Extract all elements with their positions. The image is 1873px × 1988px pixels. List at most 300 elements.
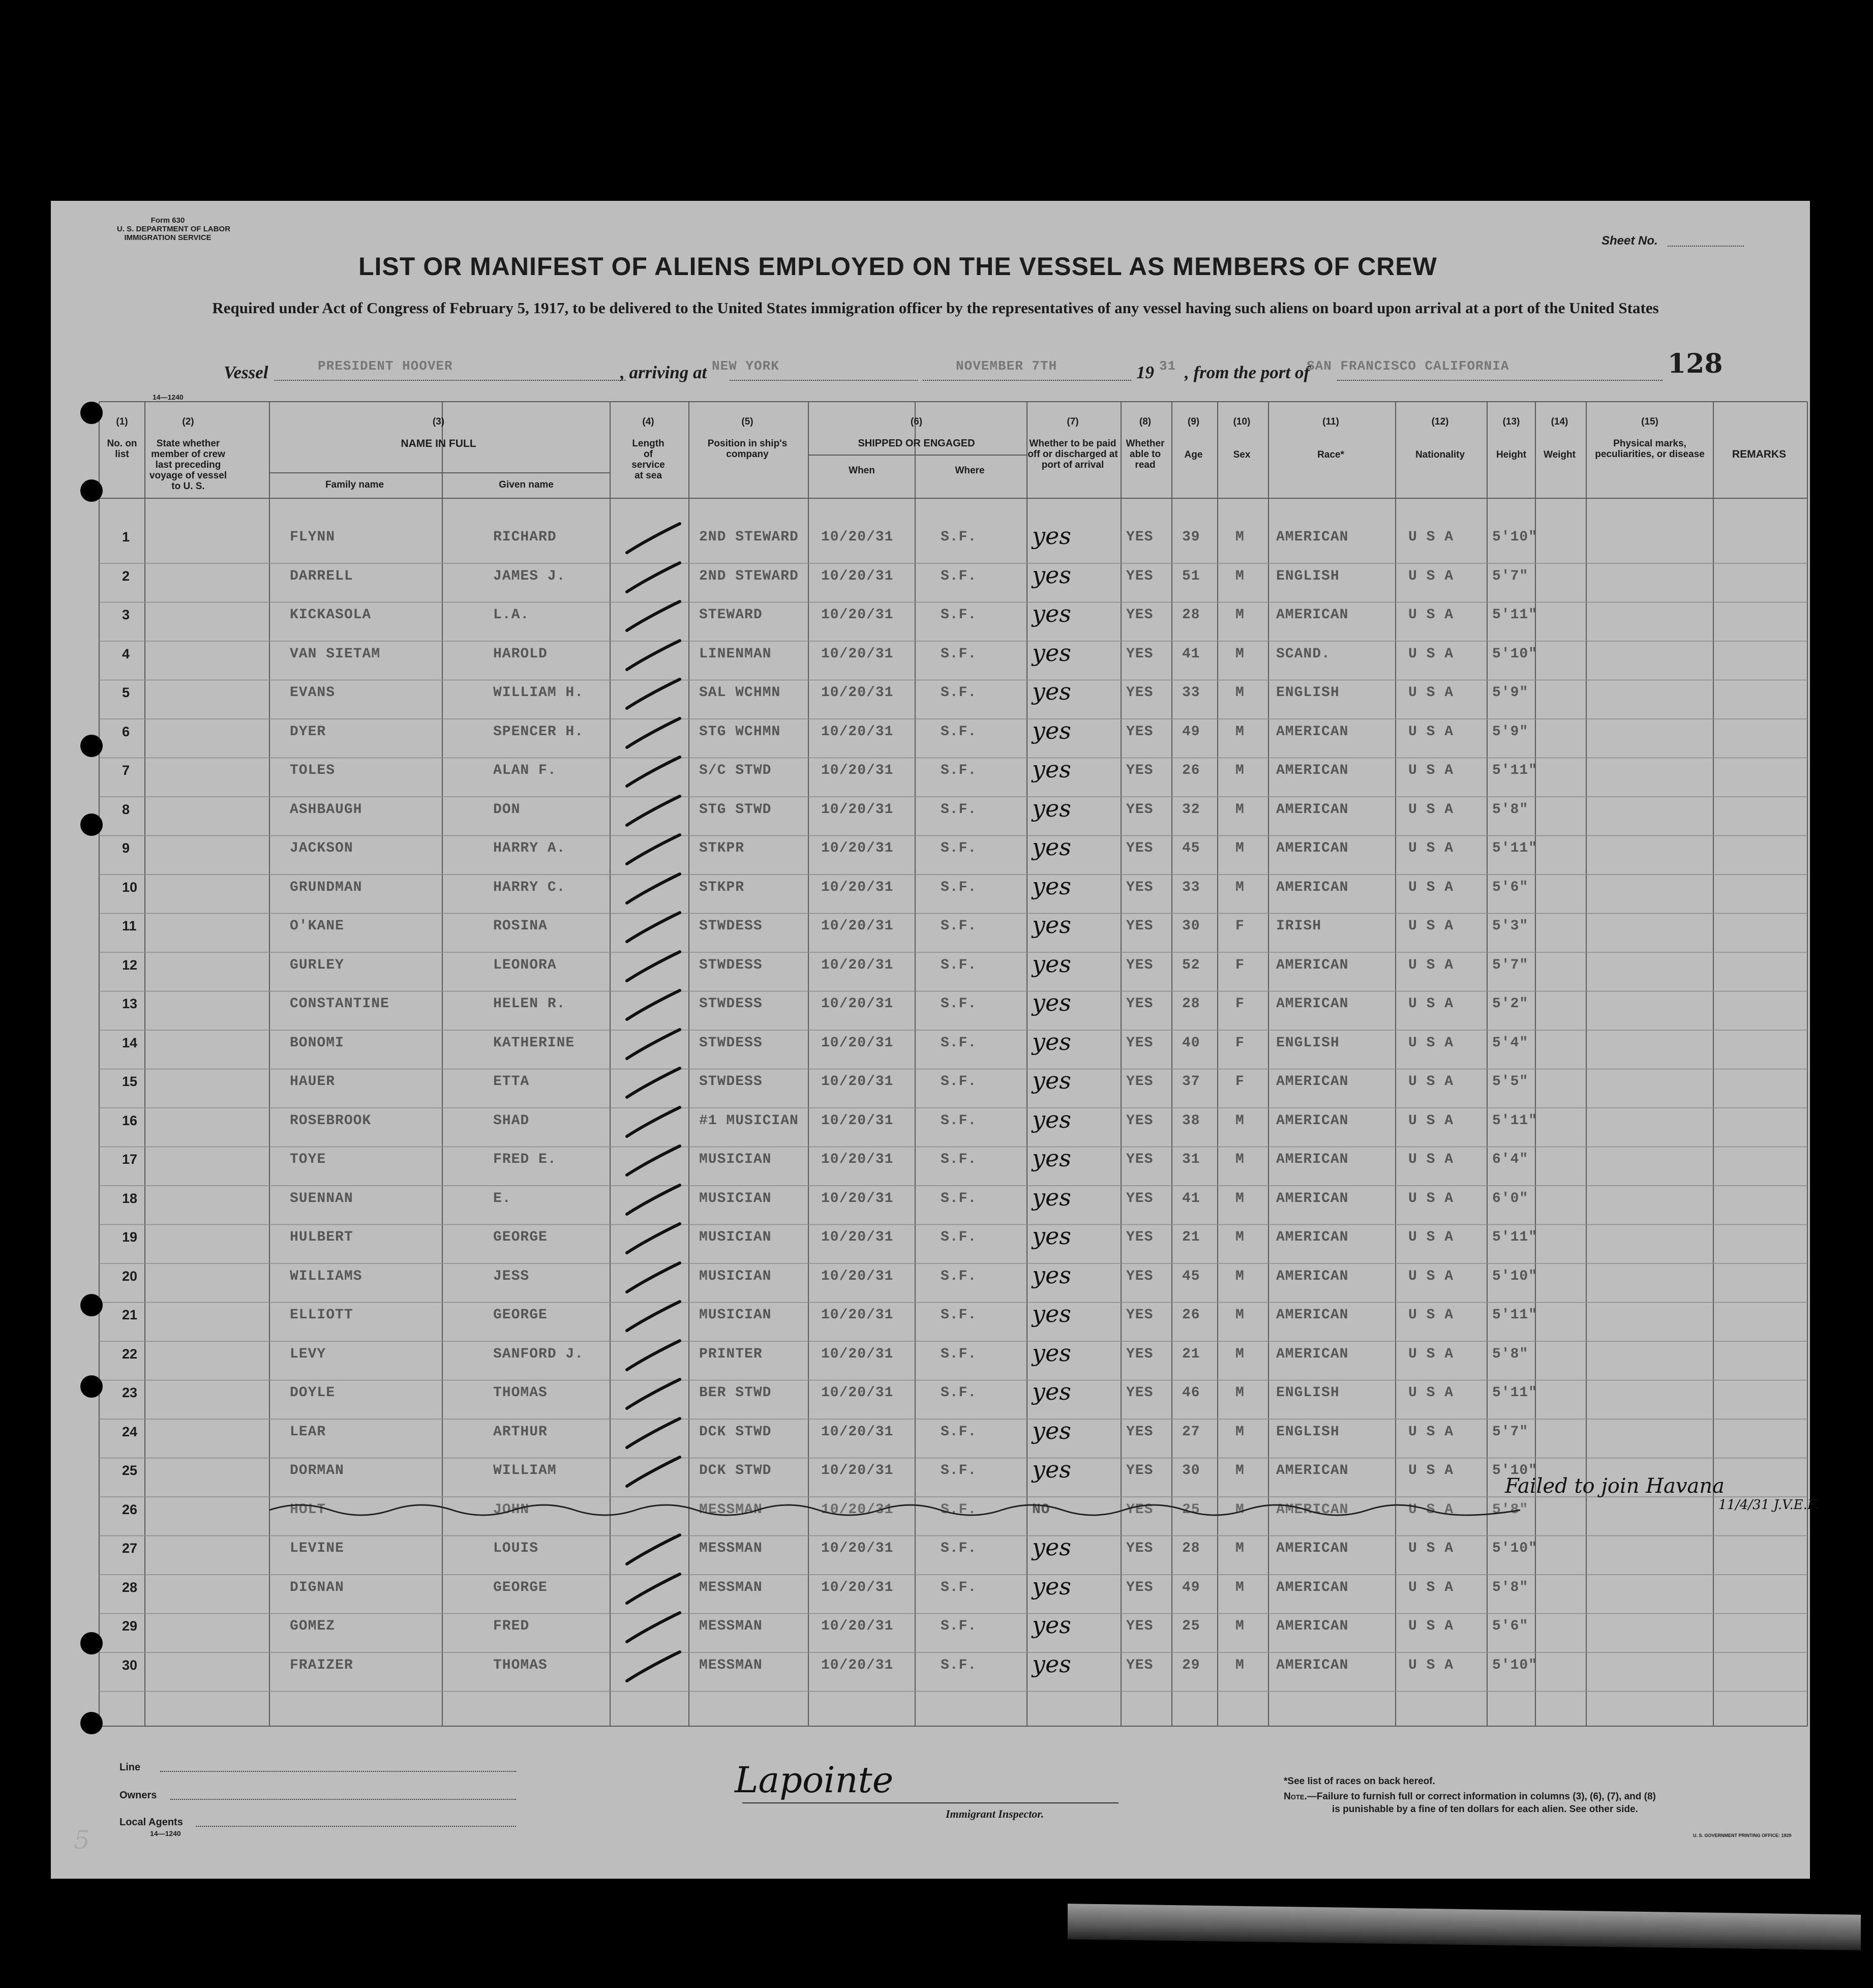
arrival-port-line	[730, 380, 918, 381]
service-tick-mark	[623, 910, 684, 946]
paid-off: yes	[1032, 872, 1071, 900]
row-number: 8	[122, 801, 130, 817]
sheet-number-line	[1668, 246, 1744, 247]
owners-label: Owners	[119, 1790, 157, 1801]
when-header: When	[849, 465, 875, 476]
col5-num: (5)	[741, 416, 753, 427]
position: MUSICIAN	[699, 1307, 772, 1323]
vessel-name-line	[275, 380, 625, 381]
punch-hole	[80, 1632, 103, 1654]
row-number: 23	[122, 1385, 138, 1400]
race: AMERICAN	[1276, 1112, 1349, 1129]
col10-label: Sex	[1233, 449, 1251, 460]
height: 5'3"	[1492, 918, 1529, 934]
family-name: ELLIOTT	[290, 1307, 353, 1323]
paid-off: yes	[1032, 911, 1071, 939]
col13-num: (13)	[1502, 416, 1520, 427]
given-name: THOMAS	[493, 1385, 548, 1401]
sex: M	[1235, 1579, 1245, 1595]
shipped-when: 10/20/31	[821, 529, 894, 545]
height: 5'7"	[1492, 1424, 1529, 1440]
height: 5'11"	[1492, 1112, 1538, 1129]
family-name: GURLEY	[290, 957, 344, 973]
row-number: 30	[122, 1657, 138, 1673]
position: MESSMAN	[699, 1541, 763, 1556]
nationality: U S A	[1408, 1618, 1454, 1634]
shipped-when: 10/20/31	[821, 568, 894, 584]
shipped-when: 10/20/31	[821, 1541, 894, 1556]
age: 33	[1182, 685, 1200, 701]
height: 5'10"	[1492, 646, 1538, 662]
age: 26	[1182, 1307, 1200, 1323]
position: BER STWD	[699, 1385, 772, 1401]
sex: M	[1235, 1152, 1245, 1167]
sex: M	[1235, 801, 1245, 818]
row-number: 26	[122, 1501, 138, 1517]
col1-num: (1)	[116, 416, 128, 427]
service-tick-mark	[623, 1377, 684, 1412]
col11-label: Race*	[1317, 449, 1344, 460]
age: 40	[1182, 1035, 1200, 1051]
family-name: GRUNDMAN	[290, 879, 362, 895]
note-label: Note.	[1284, 1791, 1307, 1802]
able-to-read: YES	[1126, 1618, 1154, 1634]
page-title: LIST OR MANIFEST OF ALIENS EMPLOYED ON THE VESSEL AS MEMBERS OF CREW	[358, 252, 1437, 281]
row-number: 15	[122, 1074, 138, 1089]
nationality: U S A	[1408, 1541, 1454, 1556]
age: 28	[1182, 996, 1200, 1012]
paid-off: yes	[1032, 833, 1071, 861]
family-name: FRAIZER	[290, 1657, 353, 1673]
position: DCK STWD	[699, 1424, 772, 1440]
department-name: U. S. DEPARTMENT OF LABOR	[117, 225, 231, 233]
col1-header	[102, 416, 142, 460]
able-to-read: YES	[1126, 1307, 1154, 1323]
family-name: TOLES	[290, 763, 336, 778]
paid-off: yes	[1032, 1261, 1071, 1289]
given-name: THOMAS	[493, 1657, 548, 1673]
race: ENGLISH	[1276, 1385, 1340, 1401]
margin-mark: 5	[74, 1825, 90, 1855]
signature-line	[742, 1802, 1119, 1803]
shipped-when: 10/20/31	[821, 996, 894, 1012]
shipped-when: 10/20/31	[821, 1152, 894, 1167]
row-number: 17	[122, 1152, 138, 1167]
col9-header	[1172, 416, 1215, 460]
position: 2ND STEWARD	[699, 529, 799, 545]
age: 52	[1182, 957, 1200, 973]
position: SAL WCHMN	[699, 685, 781, 701]
page-number: 128	[1668, 348, 1723, 379]
col2-label: State whether member of crew last preceding voyage of vessel to U. S.	[149, 438, 227, 492]
sex: F	[1235, 957, 1245, 973]
row-number: 3	[122, 607, 130, 622]
col5-header	[691, 416, 803, 460]
paid-off: yes	[1032, 678, 1071, 705]
nationality: U S A	[1408, 1074, 1454, 1090]
able-to-read: YES	[1126, 1385, 1154, 1401]
service-name: IMMIGRATION SERVICE	[124, 233, 212, 242]
inspector-signature: Lapointe	[735, 1759, 894, 1801]
shipped-where: S.F.	[941, 879, 977, 895]
row-number: 14	[122, 1035, 138, 1050]
paid-off: yes	[1032, 1611, 1071, 1639]
shipped-where: S.F.	[941, 1190, 977, 1207]
given-name-header: Given name	[499, 479, 554, 490]
row-number: 2	[122, 568, 130, 584]
paid-off: yes	[1032, 1650, 1071, 1678]
age: 33	[1182, 879, 1200, 895]
given-name: WILLIAM	[493, 1463, 557, 1479]
able-to-read: YES	[1126, 840, 1154, 856]
able-to-read: YES	[1126, 529, 1154, 545]
shipped-where: S.F.	[941, 1501, 977, 1518]
position: S/C STWD	[699, 763, 772, 778]
nationality: U S A	[1408, 1307, 1454, 1323]
shipped-where: S.F.	[941, 763, 977, 778]
sex: M	[1235, 685, 1245, 701]
col9-num: (9)	[1187, 416, 1200, 427]
height: 5'10"	[1492, 1541, 1538, 1556]
family-name: O'KANE	[290, 918, 344, 934]
nationality: U S A	[1408, 801, 1454, 818]
position: #1 MUSICIAN	[699, 1112, 799, 1129]
able-to-read: YES	[1126, 1541, 1154, 1556]
race: AMERICAN	[1276, 1501, 1349, 1518]
row-number: 20	[122, 1268, 138, 1284]
shipped-where: S.F.	[941, 1035, 977, 1051]
height: 6'4"	[1492, 1152, 1529, 1167]
col12-header	[1396, 416, 1485, 460]
col8-num: (8)	[1139, 416, 1152, 427]
age: 45	[1182, 840, 1200, 856]
age: 41	[1182, 646, 1200, 662]
service-tick-mark	[623, 1455, 684, 1490]
race: AMERICAN	[1276, 607, 1349, 623]
nationality: U S A	[1408, 996, 1454, 1012]
punch-hole	[80, 735, 103, 757]
given-name: HELEN R.	[493, 996, 566, 1012]
paid-off: yes	[1032, 1183, 1071, 1211]
arrival-date-line	[923, 380, 1131, 381]
col12-num: (12)	[1431, 416, 1449, 427]
shipped-where: S.F.	[941, 646, 977, 662]
given-name: ARTHUR	[493, 1424, 548, 1440]
height: 5'9"	[1492, 724, 1529, 740]
sex: M	[1235, 1501, 1245, 1518]
paid-off: yes	[1032, 1222, 1071, 1250]
service-tick-mark	[623, 832, 684, 868]
nationality: U S A	[1408, 1657, 1454, 1673]
row26-remark: Failed to join Havana	[1505, 1474, 1725, 1498]
sex: M	[1235, 1424, 1245, 1440]
nationality: U S A	[1408, 840, 1454, 856]
family-name: DORMAN	[290, 1463, 344, 1479]
sex: M	[1235, 529, 1245, 545]
able-to-read: YES	[1126, 1035, 1154, 1051]
col3-header	[269, 416, 608, 449]
arrival-port: NEW YORK	[712, 358, 779, 374]
height: 5'8"	[1492, 1501, 1529, 1518]
shipped-where: S.F.	[941, 1541, 977, 1556]
shipped-when: 10/20/31	[821, 1190, 894, 1207]
able-to-read: YES	[1126, 801, 1154, 818]
paid-off: yes	[1032, 756, 1071, 783]
sex: M	[1235, 1463, 1245, 1479]
col3-label: NAME IN FULL	[401, 438, 476, 449]
given-name: LOUIS	[493, 1541, 539, 1556]
sheet-number-label: Sheet No.	[1602, 234, 1658, 248]
punch-hole	[80, 814, 103, 836]
position: STWDESS	[699, 996, 763, 1012]
able-to-read: YES	[1126, 1346, 1154, 1362]
shipped-where: S.F.	[941, 685, 977, 701]
from-port-label: , from the port of	[1185, 363, 1310, 382]
col14-num: (14)	[1551, 416, 1568, 427]
shipped-where: S.F.	[941, 568, 977, 584]
service-tick-mark	[623, 1338, 684, 1374]
age: 26	[1182, 763, 1200, 778]
family-name: HULBERT	[290, 1229, 353, 1245]
position: LINENMAN	[699, 646, 772, 662]
vessel-label: Vessel	[224, 363, 268, 382]
col15-label: Physical marks, peculiarities, or disease	[1595, 438, 1705, 460]
family-name: FLYNN	[290, 529, 336, 545]
film-edge-shadow	[1068, 1904, 1861, 1950]
inspector-label: Immigrant Inspector.	[946, 1808, 1044, 1820]
shipped-when: 10/20/31	[821, 1579, 894, 1595]
shipped-when: 10/20/31	[821, 1618, 894, 1634]
shipped-when: 10/20/31	[821, 1035, 894, 1051]
paid-off: yes	[1032, 1144, 1071, 1172]
nationality: U S A	[1408, 1579, 1454, 1595]
position: PRINTER	[699, 1346, 763, 1362]
position: STWDESS	[699, 918, 763, 934]
given-name: ETTA	[493, 1074, 530, 1090]
row-number: 1	[122, 529, 130, 545]
given-name: ROSINA	[493, 918, 548, 934]
service-tick-mark	[623, 1416, 684, 1452]
height: 5'8"	[1492, 801, 1529, 818]
height: 5'4"	[1492, 1035, 1529, 1051]
paid-off: yes	[1032, 1339, 1071, 1367]
race: AMERICAN	[1276, 1463, 1349, 1479]
shipped-where: S.F.	[941, 1112, 977, 1129]
paid-off: yes	[1032, 1300, 1071, 1328]
row-number: 6	[122, 724, 130, 739]
shipped-where: S.F.	[941, 1424, 977, 1440]
family-name: DYER	[290, 724, 326, 740]
shipped-where: S.F.	[941, 529, 977, 545]
given-name: JESS	[493, 1268, 530, 1284]
sex: M	[1235, 607, 1245, 623]
family-name: LEVY	[290, 1346, 326, 1362]
race: IRISH	[1276, 918, 1322, 934]
service-tick-mark	[623, 677, 684, 712]
height: 5'11"	[1492, 763, 1538, 778]
note-text-1: —Failure to furnish full or correct information in columns (3), (6), (7), and (8)	[1307, 1791, 1656, 1802]
service-tick-mark	[623, 638, 684, 674]
service-tick-mark	[623, 794, 684, 829]
able-to-read: YES	[1126, 918, 1154, 934]
shipped-where: S.F.	[941, 724, 977, 740]
shipped-where: S.F.	[941, 1307, 977, 1323]
height: 5'9"	[1492, 685, 1529, 701]
shipped-when: 10/20/31	[821, 1074, 894, 1090]
height: 5'7"	[1492, 957, 1529, 973]
able-to-read: YES	[1126, 1074, 1154, 1090]
given-name: LEONORA	[493, 957, 557, 973]
age: 30	[1182, 918, 1200, 934]
nationality: U S A	[1408, 957, 1454, 973]
paid-off: NO	[1032, 1501, 1050, 1518]
position: STG STWD	[699, 801, 772, 818]
vessel-name: PRESIDENT HOOVER	[318, 358, 453, 374]
family-name: EVANS	[290, 685, 336, 701]
page-subtitle: Required under Act of Congress of February 5, 1917, to be delivered to the United States immigration officer by the representatives of any vessel having such aliens on board upon arrival at a port of the United States	[212, 299, 1659, 317]
local-agents-label: Local Agents	[119, 1817, 183, 1828]
race: AMERICAN	[1276, 840, 1349, 856]
arriving-label: , arriving at	[620, 363, 707, 382]
shipped-when: 10/20/31	[821, 1424, 894, 1440]
nationality: U S A	[1408, 646, 1454, 662]
row-number: 12	[122, 957, 138, 973]
given-name: HARRY A.	[493, 840, 566, 856]
race: AMERICAN	[1276, 1229, 1349, 1245]
paid-off: yes	[1032, 1067, 1071, 1094]
family-name: LEAR	[290, 1424, 326, 1440]
shipped-where: S.F.	[941, 1346, 977, 1362]
able-to-read: YES	[1126, 1229, 1154, 1245]
sex: M	[1235, 1618, 1245, 1634]
shipped-when: 10/20/31	[821, 840, 894, 856]
able-to-read: YES	[1126, 646, 1154, 662]
race: AMERICAN	[1276, 996, 1349, 1012]
able-to-read: YES	[1126, 1424, 1154, 1440]
row-number: 16	[122, 1112, 138, 1128]
col6-num: (6)	[910, 416, 923, 427]
height: 5'10"	[1492, 1657, 1538, 1673]
col6-header	[808, 416, 1024, 449]
service-tick-mark	[623, 1027, 684, 1063]
row-number: 29	[122, 1618, 138, 1634]
shipped-where: S.F.	[941, 1579, 977, 1595]
family-name: DARRELL	[290, 568, 353, 584]
paid-off: yes	[1032, 600, 1071, 627]
col2-num: (2)	[182, 416, 194, 427]
shipped-where: S.F.	[941, 607, 977, 623]
paid-off: yes	[1032, 989, 1071, 1016]
col13-header	[1487, 416, 1535, 460]
able-to-read: YES	[1126, 685, 1154, 701]
shipped-when: 10/20/31	[821, 646, 894, 662]
where-header: Where	[955, 465, 985, 476]
col4-header	[610, 416, 686, 481]
age: 27	[1182, 1424, 1200, 1440]
nationality: U S A	[1408, 1501, 1454, 1518]
col5-label: Position in ship's company	[707, 438, 788, 460]
age: 21	[1182, 1229, 1200, 1245]
family-name: LEVINE	[290, 1541, 344, 1556]
sex: F	[1235, 996, 1245, 1012]
family-name-header: Family name	[325, 479, 384, 490]
height: 5'6"	[1492, 879, 1529, 895]
age: 38	[1182, 1112, 1200, 1129]
col10-num: (10)	[1233, 416, 1251, 427]
position: MESSMAN	[699, 1657, 763, 1673]
height: 5'7"	[1492, 568, 1529, 584]
shipped-when: 10/20/31	[821, 1229, 894, 1245]
height: 5'11"	[1492, 1229, 1538, 1245]
able-to-read: YES	[1126, 1657, 1154, 1673]
sex: M	[1235, 1229, 1245, 1245]
family-name: DIGNAN	[290, 1579, 344, 1595]
service-tick-mark	[623, 1221, 684, 1257]
col7-num: (7)	[1067, 416, 1079, 427]
given-name: ALAN F.	[493, 763, 557, 778]
col1-label: No. on list	[107, 438, 137, 460]
age: 30	[1182, 1463, 1200, 1479]
paid-off: yes	[1032, 1456, 1071, 1483]
col15-header	[1586, 416, 1713, 460]
able-to-read: YES	[1126, 763, 1154, 778]
punch-hole	[80, 1712, 103, 1734]
col6-label: SHIPPED OR ENGAGED	[858, 438, 975, 449]
row-number: 19	[122, 1229, 138, 1245]
height: 5'11"	[1492, 1385, 1538, 1401]
shipped-when: 10/20/31	[821, 1346, 894, 1362]
family-name: WILLIAMS	[290, 1268, 362, 1284]
printer-credit: U. S. GOVERNMENT PRINTING OFFICE: 1929	[1693, 1833, 1792, 1838]
col8-header	[1121, 416, 1169, 470]
able-to-read: YES	[1126, 957, 1154, 973]
from-port-line	[1337, 380, 1663, 381]
service-tick-mark	[623, 1143, 684, 1179]
able-to-read: YES	[1126, 724, 1154, 740]
sex: F	[1235, 1035, 1245, 1051]
given-name: KATHERINE	[493, 1035, 575, 1051]
row-number: 13	[122, 996, 138, 1011]
sex: F	[1235, 918, 1245, 934]
position: STKPR	[699, 840, 745, 856]
given-name: SHAD	[493, 1112, 530, 1129]
race: AMERICAN	[1276, 1152, 1349, 1167]
col11-header	[1268, 416, 1393, 460]
row-number: 25	[122, 1463, 138, 1478]
age: 49	[1182, 1579, 1200, 1595]
note-text-2: is punishable by a fine of ten dollars for each alien. See other side.	[1332, 1804, 1638, 1815]
paid-off: yes	[1032, 561, 1071, 589]
col14-header	[1535, 416, 1584, 460]
row-number: 7	[122, 763, 130, 778]
paid-off: yes	[1032, 950, 1071, 978]
service-tick-mark	[623, 988, 684, 1023]
row-number: 24	[122, 1424, 138, 1439]
col4-num: (4)	[642, 416, 654, 427]
position: DCK STWD	[699, 1463, 772, 1479]
line-label: Line	[119, 1762, 141, 1773]
punch-hole	[80, 1375, 103, 1398]
punch-hole	[80, 402, 103, 424]
nationality: U S A	[1408, 1229, 1454, 1245]
family-name: ROSEBROOK	[290, 1112, 372, 1129]
position: MUSICIAN	[699, 1229, 772, 1245]
nationality: U S A	[1408, 1424, 1454, 1440]
race: AMERICAN	[1276, 763, 1349, 778]
shipped-when: 10/20/31	[821, 763, 894, 778]
col13-label: Height	[1496, 449, 1527, 460]
shipped-when: 10/20/31	[821, 1501, 894, 1518]
